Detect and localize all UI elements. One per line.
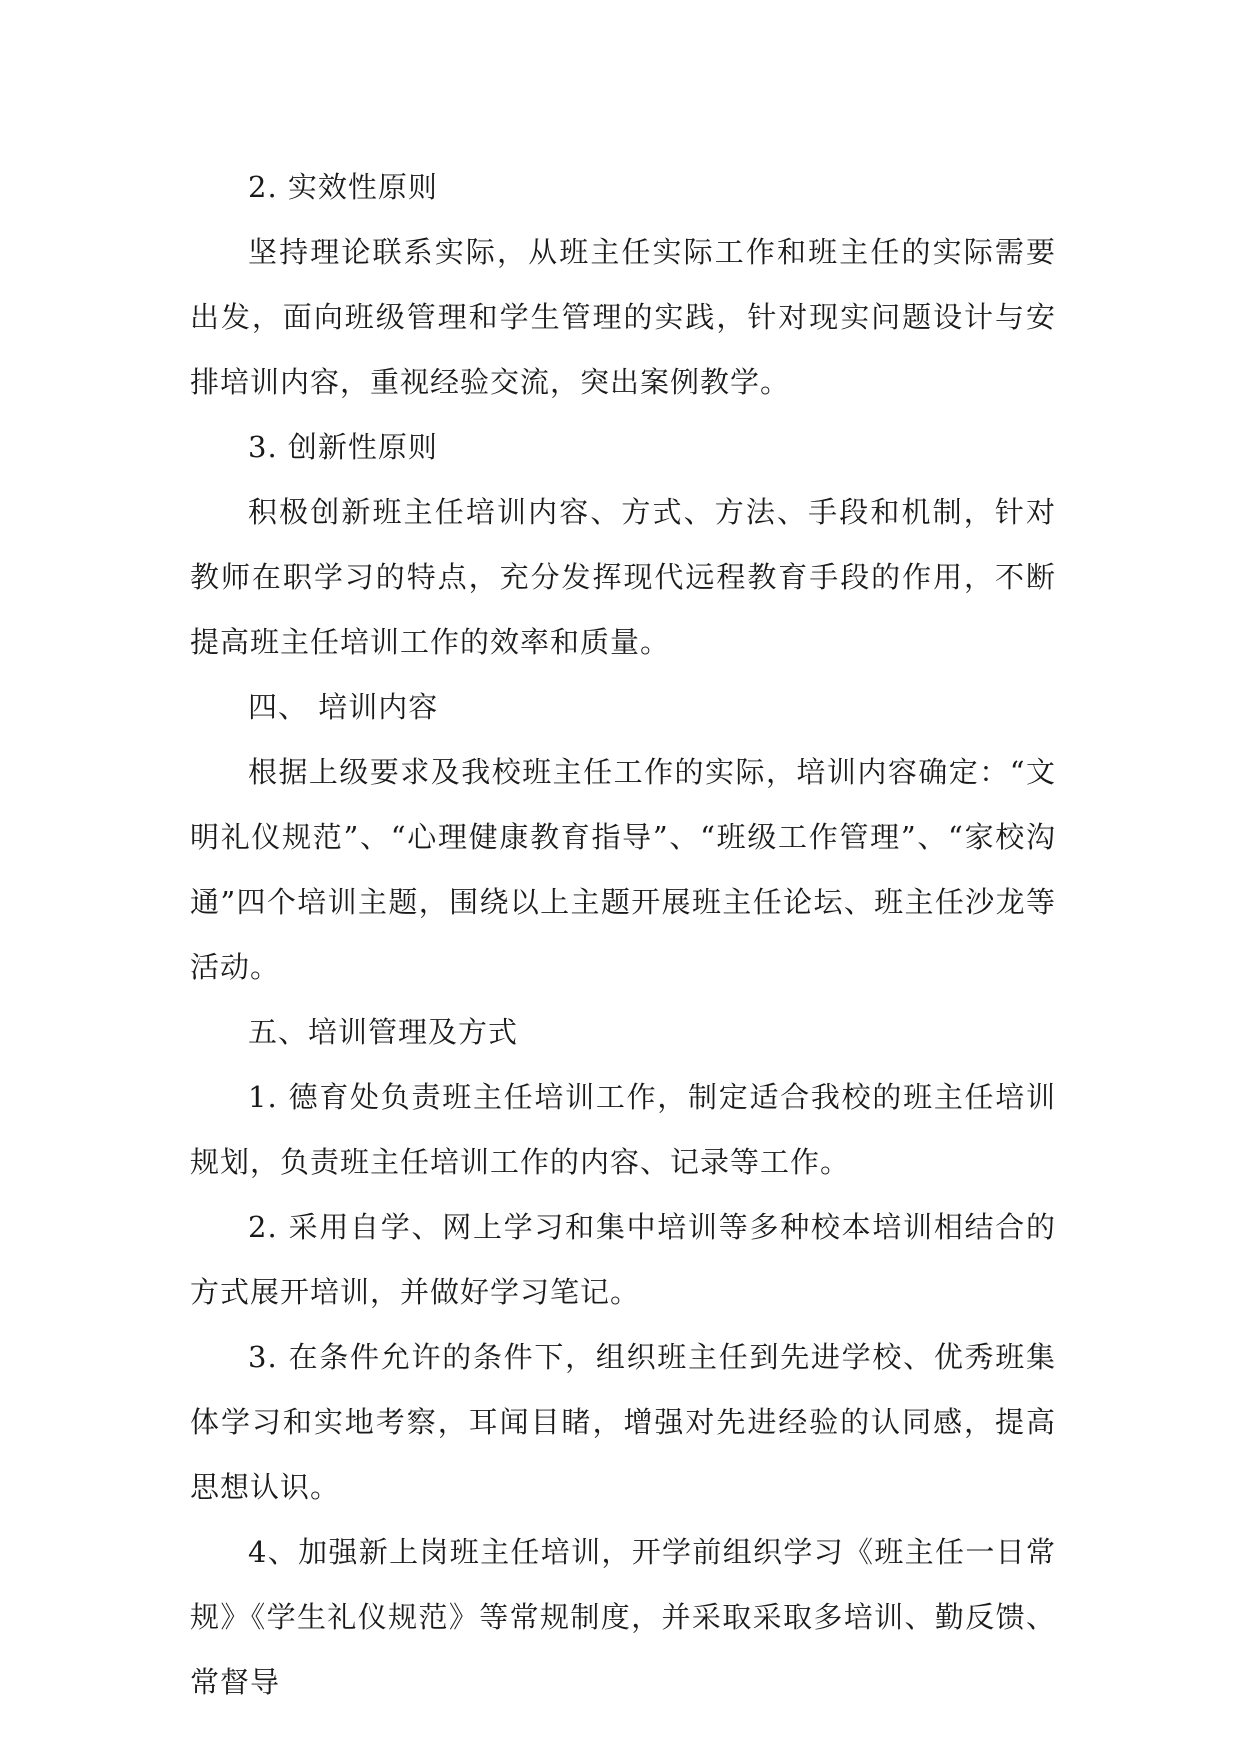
- paragraph-management-item-2: 2. 采用自学、网上学习和集中培训等多种校本培训相结合的方式展开培训，并做好学习笔记。: [190, 1210, 1056, 1309]
- paragraph-effectiveness: 坚持理论联系实际，从班主任实际工作和班主任的实际需要出发，面向班级管理和学生管理的实践，针对现实问题设计与安排培训内容，重视经验交流，突出案例教学。: [190, 235, 1056, 399]
- document-body: [190, 155, 1056, 1715]
- paragraph-management-item-1: 1. 德育处负责班主任培训工作，制定适合我校的班主任培训规划，负责班主任培训工作的内容、记录等工作。: [190, 1080, 1056, 1179]
- paragraph-management-item-3: 3. 在条件允许的条件下，组织班主任到先进学校、优秀班集体学习和实地考察，耳闻目睹，增强对先进经验的认同感，提高思想认识。: [190, 1340, 1056, 1504]
- paragraph-innovation: 积极创新班主任培训内容、方式、方法、手段和机制，针对教师在职学习的特点，充分发挥现代远程教育手段的作用，不断提高班主任培训工作的效率和质量。: [190, 495, 1056, 659]
- section-heading-effectiveness: 2. 实效性原则: [248, 170, 438, 204]
- paragraph-training-content: 根据上级要求及我校班主任工作的实际，培训内容确定：“文明礼仪规范”、“心理健康教育指导”、“班级工作管理”、“家校沟通”四个培训主题，围绕以上主题开展班主任论坛、班主任沙龙等活动。: [190, 755, 1056, 984]
- section-heading-training-management: 五、培训管理及方式: [248, 1015, 519, 1049]
- section-heading-training-content: 四、 培训内容: [248, 690, 439, 724]
- paragraph-management-item-4: 4、加强新上岗班主任培训，开学前组织学习《班主任一日常规》《学生礼仪规范》等常规制度，并采取采取多培训、勤反馈、常督导: [190, 1535, 1056, 1699]
- section-heading-innovation: 3. 创新性原则: [248, 430, 438, 464]
